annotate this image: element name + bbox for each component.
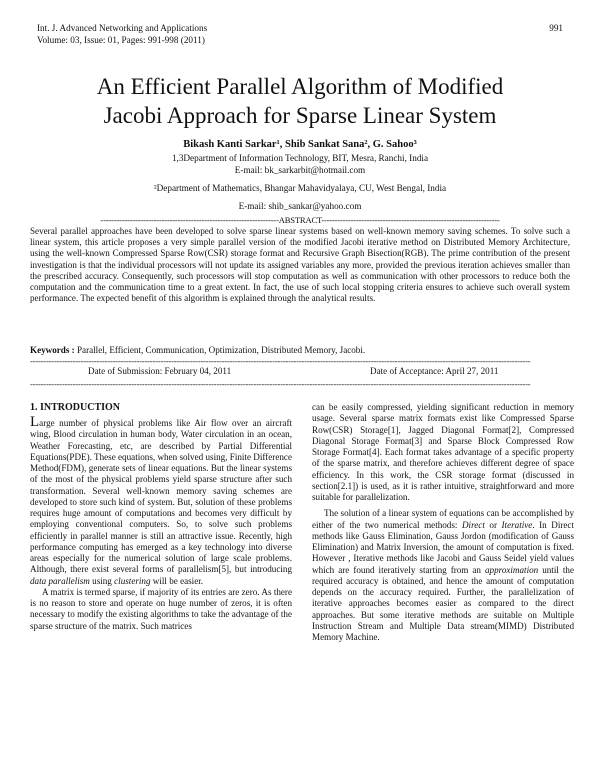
title-line-2: Jacobi Approach for Sparse Linear System bbox=[103, 103, 497, 128]
date-acceptance: Date of Acceptance: April 27, 2011 bbox=[370, 366, 499, 376]
email-1: E-mail: bk_sarkarbit@hotmail.com bbox=[234, 165, 366, 175]
right-paragraph-1: can be easily compressed, yielding significant reduction in memory usage. Several sparse matrix formats exist like Compressed Sparse Row(CSR) Storage[1], Jagged Diagonal Format[2], Compressed Diagonal Storage Format[3] and Sparse Block Compressed Row Storage Format[4]. Each format takes advantage of a specific property of the sparse matrix, and therefore achieves different degree of space efficiency. In this work, the CSR storage format (discussed in section[2.1]) is used, as it is rather intuitive, straightforward and more suitable for parallelization. bbox=[312, 402, 574, 502]
keywords-label: Keywords : bbox=[30, 345, 75, 355]
keywords bbox=[30, 345, 570, 356]
paper-title bbox=[30, 72, 570, 130]
section-heading: 1. INTRODUCTION bbox=[30, 402, 121, 413]
intro-paragraph-2: A matrix is termed sparse, if majority of its entries are zero. As there is no reason to store and operate on huge number of zeros, it is often necessary to modify the existing algorithms to take the advantage of the sparse structure of the matrix. Such matrices bbox=[30, 586, 292, 631]
right-column bbox=[312, 402, 574, 643]
abstract-heading: -------------------------------------------------------------------ABSTRACT------------------------------------------------------------------- bbox=[100, 215, 500, 225]
author-list: Bikash Kanti Sarkar¹, Shib Sankat Sana², G. Sahoo³ bbox=[183, 139, 417, 150]
running-header bbox=[37, 22, 563, 46]
journal-volume: Volume: 03, Issue: 01, Pages: 991-998 (2011) bbox=[37, 35, 205, 45]
abstract-text: Several parallel approaches have been developed to solve sparse linear systems based on well-known memory saving schemes. To solve such a linear system, this article proposes a very simple parallel version of the modified Jacobi iterative method on Distributed Memory Architecture, using the well-known Compressed Sparse Row(CSR) storage format and Recursive Graph Bisection(RGB). The prime contribution of the present investigation is that the individual processors will not update its assigned variables any more, provided the previous iteration achieves smaller than the prescribed accuracy. Consequently, such processors will stop computation as well as communication with other processors to reduce both the computation and the communication time to a great extent. In fact, the use of such local stopping criteria ensures to achieve such overall system performance. The expected benefit of this algorithm is explained through the analytical results. bbox=[30, 226, 570, 304]
affiliation-2: ²Department of Mathematics, Bhangar Mahavidyalaya, CU, West Bengal, India bbox=[153, 183, 447, 193]
keywords-list: Parallel, Efficient, Communication, Optimization, Distributed Memory, Jacobi. bbox=[74, 345, 366, 355]
drop-cap: L bbox=[30, 414, 40, 430]
email-2: E-mail: shib_sankar@yahoo.com bbox=[238, 201, 362, 211]
intro-paragraph-1: Large number of physical problems like Air flow over an aircraft wing, Blood circulation in human body, Water circulation in an ocean, Weather Forecasting, etc, are described by Partial Differential Equations(PDE). These equations, when solved using, Finite Difference Method(FDM), generate sets of linear equations. But the linear systems of the most of the physical problems yield sparse structure after such transformation. Several well-known memory saving schemes are developed to store such kind of system. But, solution of these problems requires huge amount of computations and becomes very difficult by employing conventional computers. So, to solve such problems efficiently in parallel manner is still an attractive issue. Recently, high performance computing has emerged as a key technology into diverse areas especially for the numerical solution of large scale problems. Although, there exist several forms of parallelism[5], but introducing data parallelism using clustering will be easier. bbox=[30, 414, 292, 586]
right-paragraph-2: The solution of a linear system of equations can be accomplished by either of the two numerical methods: Direct or Iterative. In Direct methods like Gauss Elimination, Gauss Jordon (modification of Gauss Elimination) and Matrix Inversion, the amount of computation is fixed. However , Iterative methods like Jacobi and Gauss Seidel yield values which are found iteratively starting from an approximation until the required accuracy is obtained, and hence the amount of computation depends on the accuracy required. Further, the parallelization of iterative approaches becomes easier as compared to the direct approaches. But some iterative methods are suitable on Multiple Instruction Stream and Multiple Data stream(MIMD) Distributed Memory Machine. bbox=[312, 508, 574, 642]
title-line-1: An Efficient Parallel Algorithm of Modified bbox=[96, 74, 504, 99]
divider-rule-2: -------------------------------------------------------------------------------------------------------------------------------------------------------------------------------------------- bbox=[30, 380, 531, 389]
affiliation-1: 1,3Department of Information Technology, BIT, Mesra, Ranchi, India bbox=[171, 153, 429, 163]
page-number: 991 bbox=[549, 23, 563, 33]
left-column bbox=[30, 402, 292, 632]
journal-name: Int. J. Advanced Networking and Applications bbox=[37, 23, 208, 33]
divider-rule-1: -------------------------------------------------------------------------------------------------------------------------------------------------------------------------------------------- bbox=[30, 357, 531, 366]
date-submission: Date of Submission: February 04, 2011 bbox=[88, 366, 232, 376]
